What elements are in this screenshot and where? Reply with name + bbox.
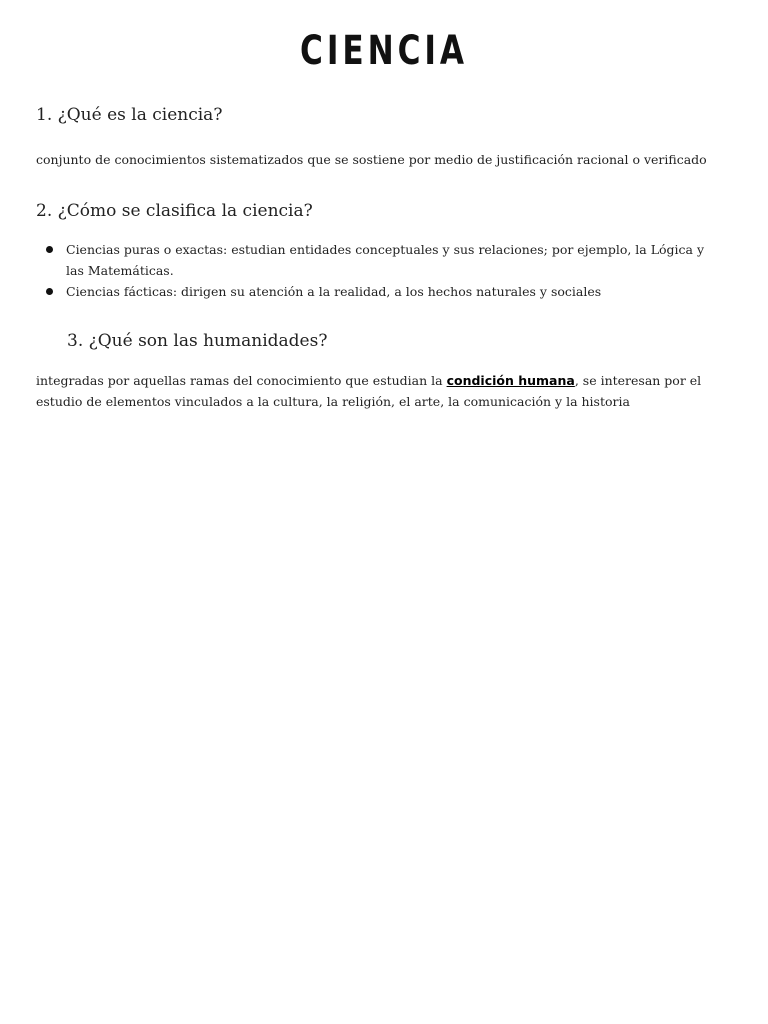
- section-3-paragraph: [36, 370, 726, 412]
- bullet-icon: [46, 288, 53, 295]
- section-2-heading: 2. ¿Cómo se clasifica la ciencia?: [36, 201, 313, 221]
- list-item-text: Ciencias puras o exactas: estudian entidades conceptuales y sus relaciones; por ejemplo, la Lógica y las Matemáticas.: [66, 242, 705, 278]
- classification-list: [36, 239, 716, 302]
- list-item: [36, 281, 716, 302]
- section-1-heading: 1. ¿Qué es la ciencia?: [36, 105, 223, 125]
- page-title: CIENCIA: [300, 28, 468, 74]
- section-3-text-before: integradas por aquellas ramas del conocimiento que estudian la: [36, 373, 447, 388]
- section-3-heading: 3. ¿Qué son las humanidades?: [67, 331, 328, 351]
- condicion-humana-link[interactable]: condición humana: [446, 373, 575, 388]
- list-item-text: Ciencias fácticas: dirigen su atención a la realidad, a los hechos naturales y sociales: [66, 284, 602, 299]
- list-item: [36, 239, 716, 281]
- section-1-paragraph: conjunto de conocimientos sistematizados que se sostiene por medio de justificación racional o verificado: [36, 152, 707, 167]
- section-3-text-after: , se interesan por el estudio de elementos vinculados a la cultura, la religión, el arte, la comunicación y la historia: [36, 373, 702, 409]
- bullet-icon: [46, 246, 53, 253]
